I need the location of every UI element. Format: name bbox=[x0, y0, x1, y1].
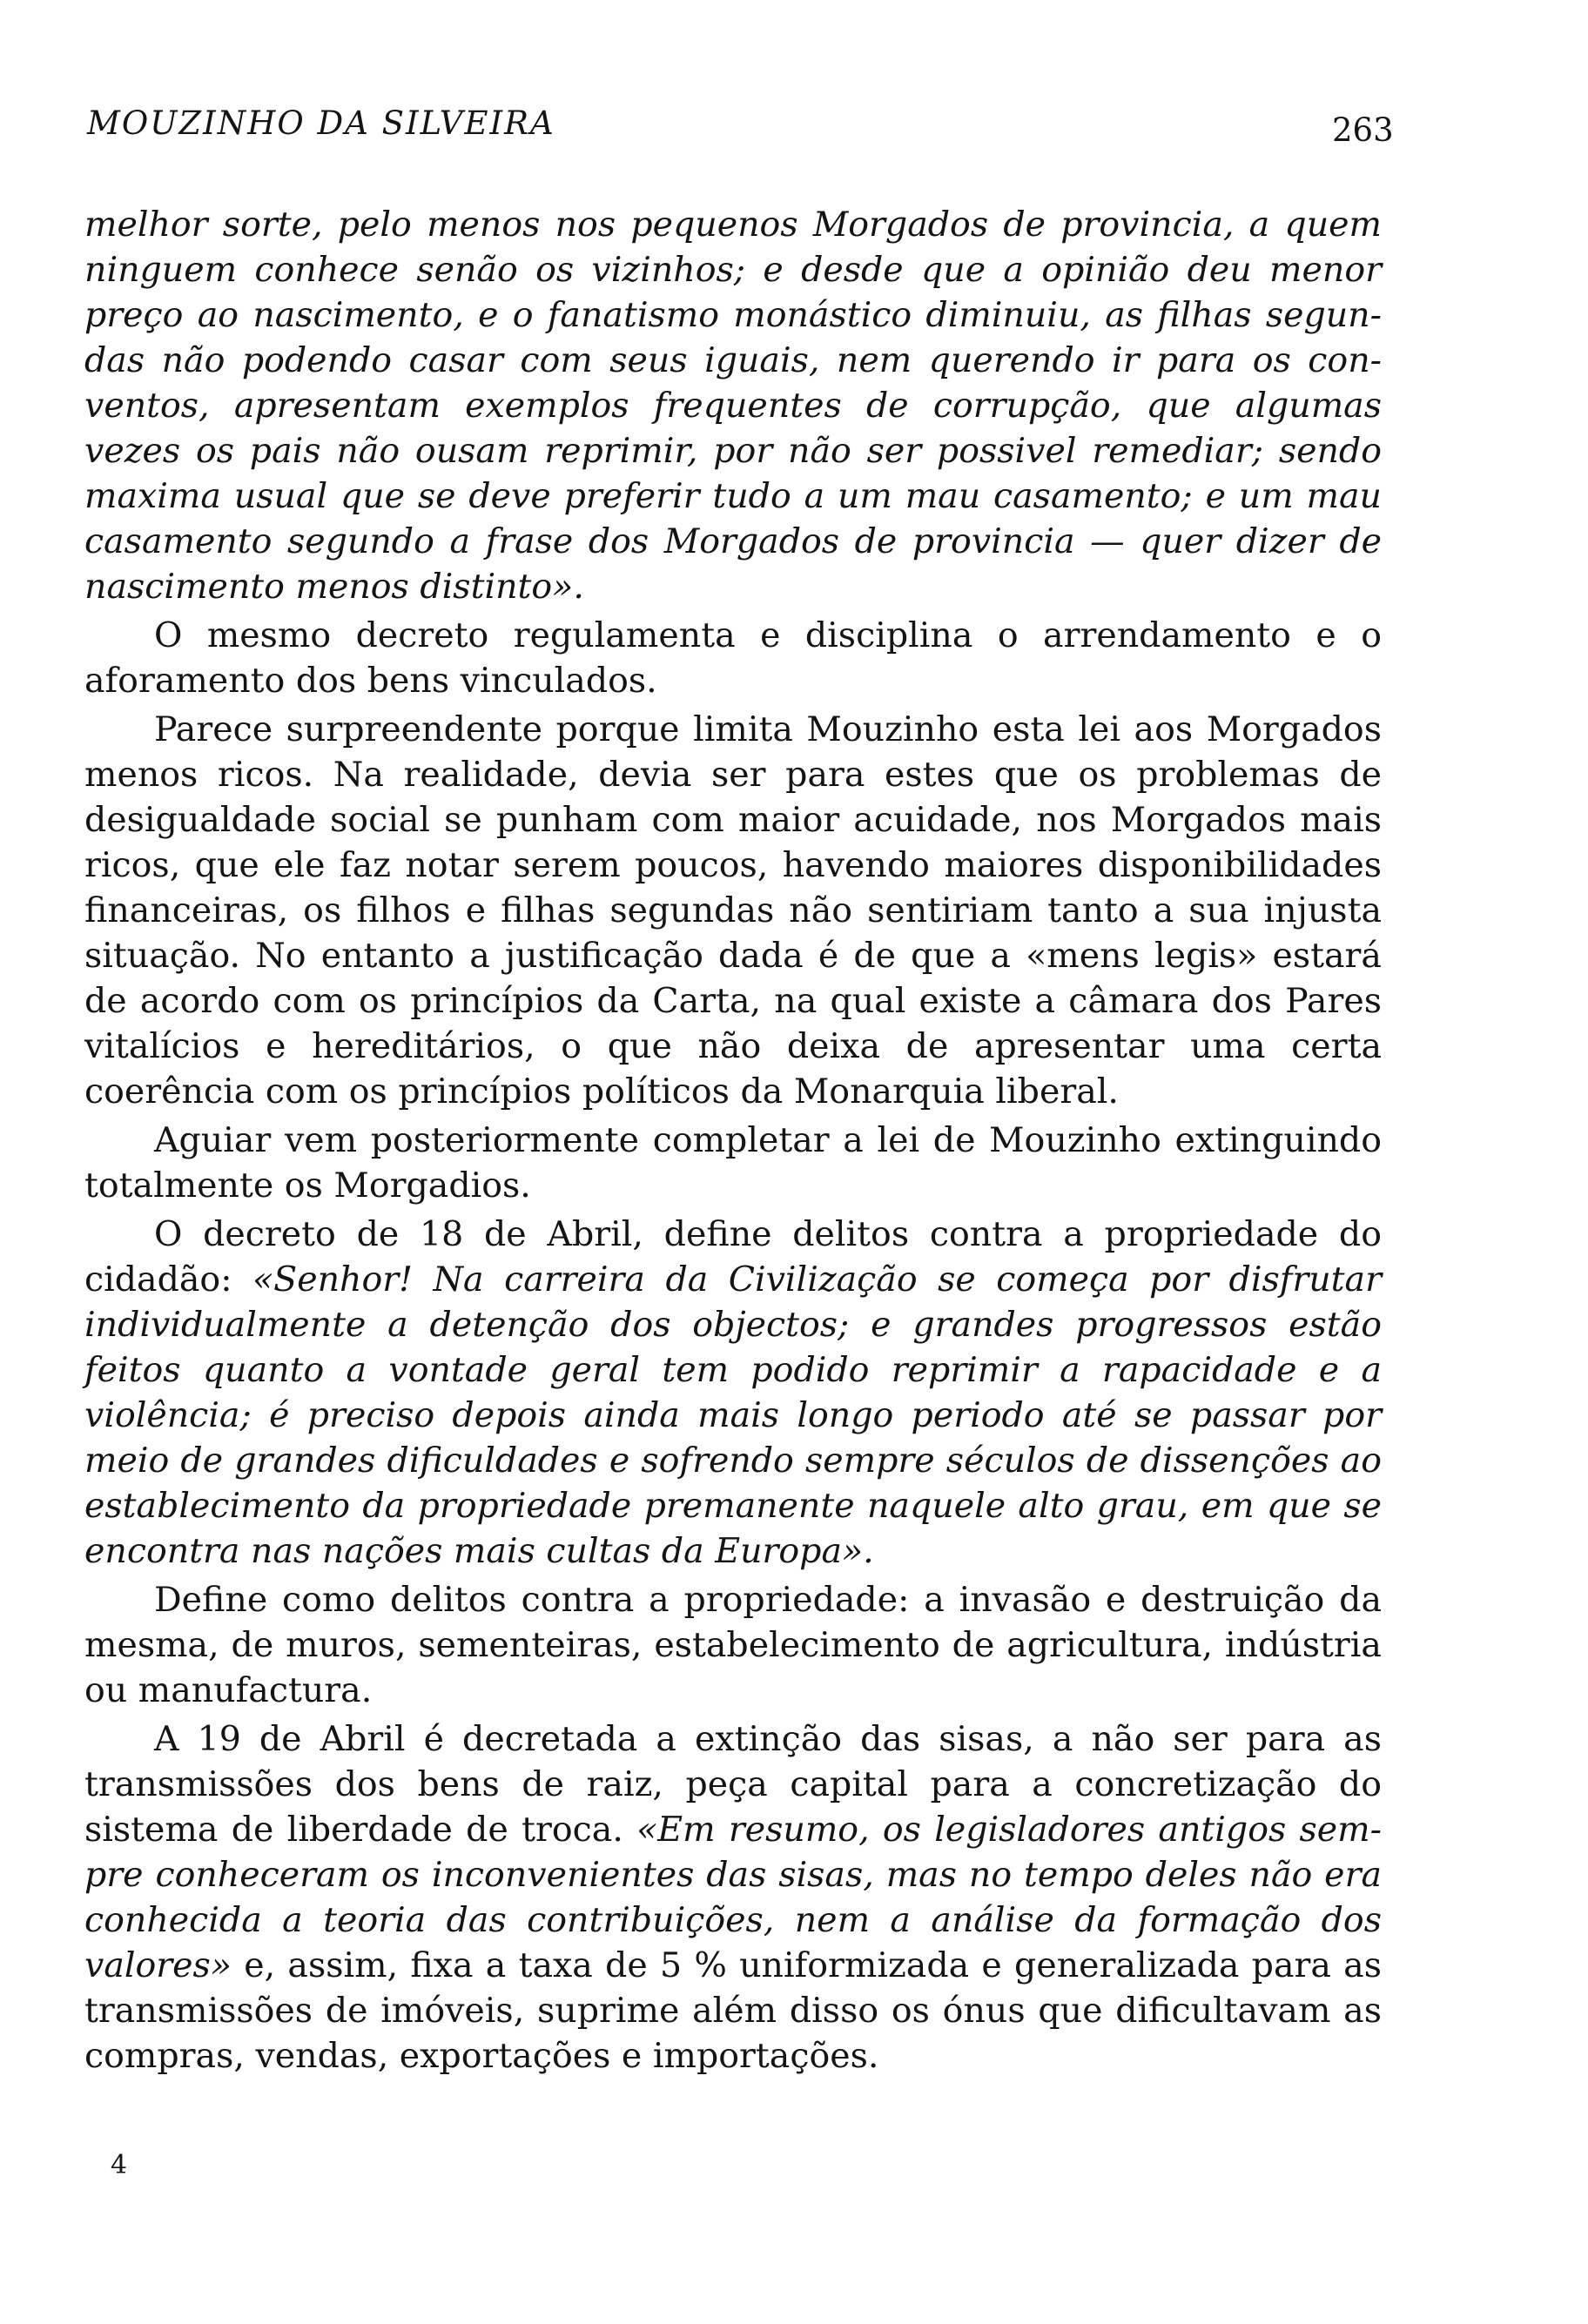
paragraph-tail: e, assim, fixa a taxa de 5 % uniformizada e generalizada para as transmissões de imóveis, suprime além disso os ónus que dificultavam as compras, vendas, exportações e importações. bbox=[84, 1945, 1382, 2076]
paragraph-lead: A 19 de Abril é decretada a extinção das sisas, a não ser para as transmissões dos bens de raiz, peça capital para a concretização do sistema de liberdade de troca. bbox=[84, 1719, 1382, 1850]
signature-mark: 4 bbox=[111, 2150, 128, 2180]
paragraph: Parece surpreendente porque limita Mouzinho esta lei aos Morgados menos ricos. Na realidade, devia ser para estes que os problemas de desigualdade social se punham com maior acuidade, nos Morgados mais ricos, que ele faz notar serem poucos, havendo maiores disponibilidades financeiras, os filhos e filhas segundas não sentiriam tanto a sua injusta situação. No entanto a justificação dada é de que a «mens legis» estará de acordo com os princípios da Carta, na qual existe a câmara dos Pares vitalícios e hereditários, o que não deixa de apresentar uma certa coerência com os princípios políticos da Monarquia liberal. bbox=[84, 709, 1382, 1112]
paragraph-quote-continuation: melhor sorte, pelo menos nos pequenos Morgados de provincia, a quem ninguem conhece senão os vizinhos; e desde que a opinião deu menor preço ao nascimento, e o fanatismo monástico diminuiu, as filhas segundas não podendo casar com seus iguais, nem querendo ir para os conventos, apresentam exemplos frequentes de corrupção, que algumas vezes os pais não ousam reprimir, por não ser possivel remediar; sendo maxima usual que se deve preferir tudo a um mau casamento; e um mau casamento segundo a frase dos Morgados de provincia — quer dizer de nascimento menos distinto». bbox=[84, 205, 1382, 607]
page-number: 263 bbox=[1332, 111, 1394, 149]
paragraph: Define como delitos contra a propriedade: a invasão e destruição da mesma, de muros, sementeiras, estabelecimento de agricultura, indústria ou manufactura. bbox=[84, 1580, 1382, 1710]
running-head-title: MOUZINHO DA SILVEIRA bbox=[87, 104, 555, 142]
paragraph-lead: O decreto de 18 de Abril, define delitos contra a propriedade do cidadão: bbox=[84, 1214, 1382, 1300]
paragraph bbox=[84, 1212, 1382, 1574]
paragraph: Aguiar vem posteriormente completar a lei de Mouzinho extinguindo totalmente os Morgadios. bbox=[84, 1120, 1382, 1206]
paragraph: O mesmo decreto regulamenta e disciplina o arrendamento e o aforamento dos bens vinculados. bbox=[84, 615, 1382, 701]
paragraph bbox=[84, 1716, 1382, 2079]
quotation: «Em resumo, os legisladores antigos sempre conheceram os inconvenientes das sisas, mas no tempo deles não era conhecida a teoria das contribuições, nem a análise da formação dos valores» bbox=[84, 1810, 1382, 1985]
body-text bbox=[84, 202, 1382, 2082]
quotation: «Senhor! Na carreira da Civilização se começa por disfrutar individualmente a detenção dos objectos; e grandes progressos estão feitos quanto a vontade geral tem podido reprimir a rapacidade e a violência; é preciso depois ainda mais longo periodo até se passar por meio de grandes dificuldades e sofrendo sempre séculos de dissenções ao establecimento da propriedade premanente naquele alto grau, em que se encontra nas nações mais cultas da Europa». bbox=[84, 1259, 1382, 1571]
